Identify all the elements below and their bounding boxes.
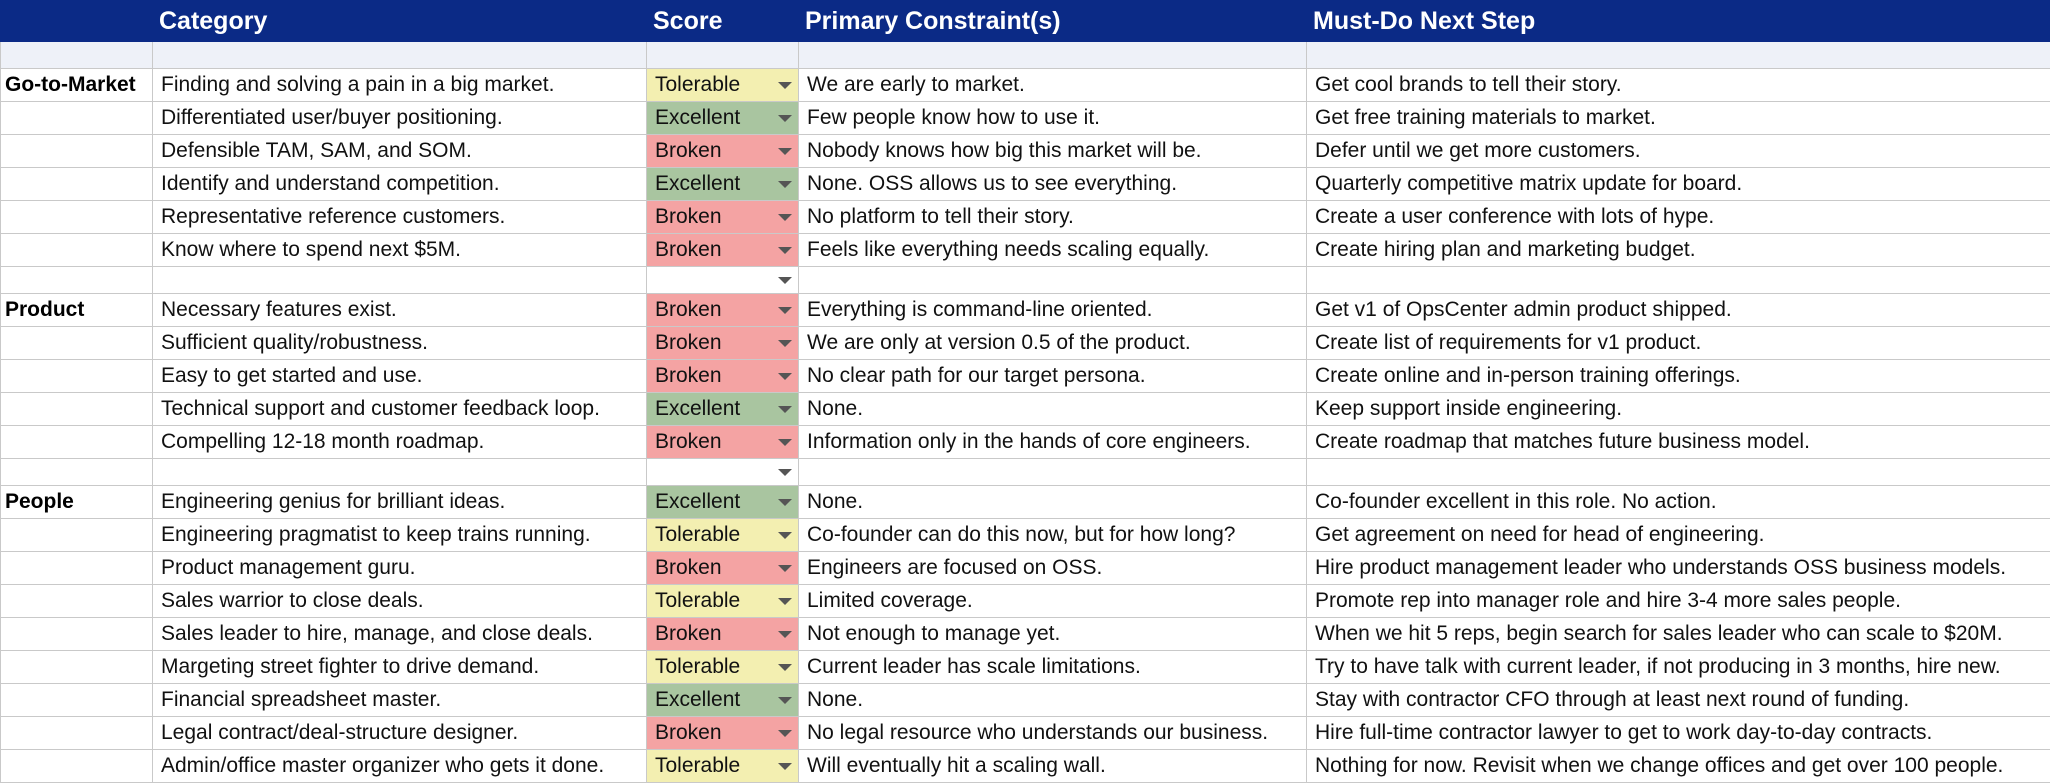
must-do-next-step: Get agreement on need for head of engineering. — [1307, 519, 2050, 552]
score-dropdown[interactable] — [647, 201, 799, 234]
score-dropdown[interactable] — [647, 519, 799, 552]
group-label — [1, 168, 153, 201]
table-row — [1, 360, 2050, 393]
primary-constraint: Everything is command-line oriented. — [799, 294, 1307, 327]
score-dropdown[interactable] — [647, 327, 799, 360]
category-item — [153, 267, 647, 294]
must-do-next-step: Create list of requirements for v1 product. — [1307, 327, 2050, 360]
score-value: Broken — [655, 331, 722, 355]
category-item: Financial spreadsheet master. — [153, 684, 647, 717]
primary-constraint: Engineers are focused on OSS. — [799, 552, 1307, 585]
primary-constraint: None. — [799, 393, 1307, 426]
chevron-down-icon[interactable] — [778, 730, 792, 737]
score-dropdown[interactable] — [647, 750, 799, 783]
primary-constraint: Will eventually hit a scaling wall. — [799, 750, 1307, 783]
primary-constraint: Information only in the hands of core engineers. — [799, 426, 1307, 459]
score-value: Excellent — [655, 397, 740, 421]
must-do-next-step: Create hiring plan and marketing budget. — [1307, 234, 2050, 267]
must-do-next-step: Co-founder excellent in this role. No action. — [1307, 486, 2050, 519]
group-label — [1, 267, 153, 294]
group-label — [1, 750, 153, 783]
score-value: Broken — [655, 139, 722, 163]
group-label — [1, 717, 153, 750]
chevron-down-icon[interactable] — [778, 631, 792, 638]
score-dropdown[interactable] — [647, 393, 799, 426]
score-dropdown[interactable] — [647, 267, 799, 294]
table-row — [1, 426, 2050, 459]
chevron-down-icon[interactable] — [778, 598, 792, 605]
primary-constraint: Co-founder can do this now, but for how long? — [799, 519, 1307, 552]
score-value: Broken — [655, 298, 722, 322]
primary-constraint: No platform to tell their story. — [799, 201, 1307, 234]
score-dropdown[interactable] — [647, 360, 799, 393]
chevron-down-icon[interactable] — [778, 469, 792, 476]
table-row — [1, 750, 2050, 783]
chevron-down-icon[interactable] — [778, 277, 792, 284]
must-do-next-step — [1307, 459, 2050, 486]
primary-constraint: None. OSS allows us to see everything. — [799, 168, 1307, 201]
must-do-next-step: Create roadmap that matches future business model. — [1307, 426, 2050, 459]
score-dropdown[interactable] — [647, 552, 799, 585]
score-dropdown[interactable] — [647, 42, 799, 69]
category-item: Sales leader to hire, manage, and close deals. — [153, 618, 647, 651]
must-do-next-step: Stay with contractor CFO through at least next round of funding. — [1307, 684, 2050, 717]
primary-constraint: Few people know how to use it. — [799, 102, 1307, 135]
table-row — [1, 234, 2050, 267]
score-value: Tolerable — [655, 589, 740, 613]
header-category: Category — [153, 1, 647, 42]
primary-constraint — [799, 459, 1307, 486]
category-item: Product management guru. — [153, 552, 647, 585]
score-value: Tolerable — [655, 73, 740, 97]
score-value: Excellent — [655, 172, 740, 196]
primary-constraint: We are early to market. — [799, 69, 1307, 102]
category-item: Sufficient quality/robustness. — [153, 327, 647, 360]
primary-constraint: Limited coverage. — [799, 585, 1307, 618]
score-value: Tolerable — [655, 523, 740, 547]
group-label — [1, 360, 153, 393]
score-dropdown[interactable] — [647, 294, 799, 327]
group-label: Go-to-Market — [1, 69, 153, 102]
header-group-column — [1, 1, 153, 42]
group-label — [1, 102, 153, 135]
table-row — [1, 684, 2050, 717]
score-dropdown[interactable] — [647, 426, 799, 459]
table-row — [1, 201, 2050, 234]
table-row — [1, 135, 2050, 168]
chevron-down-icon[interactable] — [778, 406, 792, 413]
must-do-next-step: Nothing for now. Revisit when we change offices and get over 100 people. — [1307, 750, 2050, 783]
table-header-row — [1, 1, 2050, 42]
score-value: Tolerable — [655, 655, 740, 679]
primary-constraint: No legal resource who understands our business. — [799, 717, 1307, 750]
must-do-next-step: Create a user conference with lots of hype. — [1307, 201, 2050, 234]
group-label: People — [1, 486, 153, 519]
table-row — [1, 294, 2050, 327]
primary-constraint: Not enough to manage yet. — [799, 618, 1307, 651]
category-item: Differentiated user/buyer positioning. — [153, 102, 647, 135]
table-row — [1, 168, 2050, 201]
chevron-down-icon[interactable] — [778, 565, 792, 572]
score-value: Broken — [655, 721, 722, 745]
must-do-next-step: When we hit 5 reps, begin search for sales leader who can scale to $20M. — [1307, 618, 2050, 651]
must-do-next-step: Get free training materials to market. — [1307, 102, 2050, 135]
chevron-down-icon[interactable] — [778, 115, 792, 122]
must-do-next-step: Promote rep into manager role and hire 3-4 more sales people. — [1307, 585, 2050, 618]
score-dropdown[interactable] — [647, 486, 799, 519]
category-item: Technical support and customer feedback loop. — [153, 393, 647, 426]
primary-constraint: Nobody knows how big this market will be. — [799, 135, 1307, 168]
primary-constraint: No clear path for our target persona. — [799, 360, 1307, 393]
must-do-next-step: Defer until we get more customers. — [1307, 135, 2050, 168]
header-constraint: Primary Constraint(s) — [799, 1, 1307, 42]
category-item: Compelling 12-18 month roadmap. — [153, 426, 647, 459]
score-value: Excellent — [655, 688, 740, 712]
group-label — [1, 135, 153, 168]
header-next-step: Must-Do Next Step — [1307, 1, 2050, 42]
primary-constraint: None. — [799, 486, 1307, 519]
group-label — [1, 393, 153, 426]
must-do-next-step: Try to have talk with current leader, if not producing in 3 months, hire new. — [1307, 651, 2050, 684]
must-do-next-step: Hire product management leader who understands OSS business models. — [1307, 552, 2050, 585]
table-row — [1, 651, 2050, 684]
category-item: Finding and solving a pain in a big market. — [153, 69, 647, 102]
must-do-next-step — [1307, 42, 2050, 69]
category-item: Sales warrior to close deals. — [153, 585, 647, 618]
group-label — [1, 519, 153, 552]
primary-constraint — [799, 42, 1307, 69]
must-do-next-step: Quarterly competitive matrix update for board. — [1307, 168, 2050, 201]
score-value: Broken — [655, 205, 722, 229]
score-dropdown[interactable] — [647, 168, 799, 201]
must-do-next-step: Get cool brands to tell their story. — [1307, 69, 2050, 102]
score-value: Tolerable — [655, 754, 740, 778]
table-row — [1, 519, 2050, 552]
category-item — [153, 459, 647, 486]
category-item: Know where to spend next $5M. — [153, 234, 647, 267]
score-value: Broken — [655, 364, 722, 388]
table-row — [1, 69, 2050, 102]
score-value: Excellent — [655, 106, 740, 130]
score-value: Excellent — [655, 490, 740, 514]
must-do-next-step: Hire full-time contractor lawyer to get to work day-to-day contracts. — [1307, 717, 2050, 750]
table-row — [1, 717, 2050, 750]
group-label — [1, 684, 153, 717]
spacer-row — [1, 267, 2050, 294]
group-label — [1, 234, 153, 267]
group-label — [1, 618, 153, 651]
category-item: Engineering genius for brilliant ideas. — [153, 486, 647, 519]
chevron-down-icon[interactable] — [778, 340, 792, 347]
category-item: Admin/office master organizer who gets it done. — [153, 750, 647, 783]
table-body — [1, 42, 2050, 783]
score-dropdown[interactable] — [647, 717, 799, 750]
category-item: Necessary features exist. — [153, 294, 647, 327]
score-value: Broken — [655, 556, 722, 580]
score-value: Broken — [655, 622, 722, 646]
score-value: Broken — [655, 430, 722, 454]
chevron-down-icon[interactable] — [778, 247, 792, 254]
category-item: Defensible TAM, SAM, and SOM. — [153, 135, 647, 168]
score-dropdown[interactable] — [647, 234, 799, 267]
chevron-down-icon[interactable] — [778, 214, 792, 221]
category-item — [153, 42, 647, 69]
chevron-down-icon[interactable] — [778, 499, 792, 506]
spacer-row — [1, 459, 2050, 486]
primary-constraint: We are only at version 0.5 of the product. — [799, 327, 1307, 360]
score-dropdown[interactable] — [647, 618, 799, 651]
must-do-next-step: Get v1 of OpsCenter admin product shipped. — [1307, 294, 2050, 327]
group-label — [1, 585, 153, 618]
must-do-next-step — [1307, 267, 2050, 294]
category-item: Representative reference customers. — [153, 201, 647, 234]
category-item: Engineering pragmatist to keep trains running. — [153, 519, 647, 552]
chevron-down-icon[interactable] — [778, 82, 792, 89]
chevron-down-icon[interactable] — [778, 664, 792, 671]
group-label — [1, 426, 153, 459]
group-label — [1, 42, 153, 69]
spacer-row — [1, 42, 2050, 69]
table-row — [1, 486, 2050, 519]
chevron-down-icon[interactable] — [778, 181, 792, 188]
category-item: Easy to get started and use. — [153, 360, 647, 393]
table-row — [1, 102, 2050, 135]
score-dropdown[interactable] — [647, 684, 799, 717]
chevron-down-icon[interactable] — [778, 763, 792, 770]
chevron-down-icon[interactable] — [778, 373, 792, 380]
score-dropdown[interactable] — [647, 585, 799, 618]
chevron-down-icon[interactable] — [778, 532, 792, 539]
group-label — [1, 327, 153, 360]
score-dropdown[interactable] — [647, 69, 799, 102]
primary-constraint — [799, 267, 1307, 294]
chevron-down-icon[interactable] — [778, 148, 792, 155]
header-score: Score — [647, 1, 799, 42]
table-row — [1, 618, 2050, 651]
chevron-down-icon[interactable] — [778, 439, 792, 446]
score-dropdown[interactable] — [647, 459, 799, 486]
score-value: Broken — [655, 238, 722, 262]
table-row — [1, 327, 2050, 360]
table-row — [1, 393, 2050, 426]
group-label — [1, 201, 153, 234]
group-label — [1, 651, 153, 684]
group-label: Product — [1, 294, 153, 327]
must-do-next-step: Create online and in-person training offerings. — [1307, 360, 2050, 393]
must-do-next-step: Keep support inside engineering. — [1307, 393, 2050, 426]
table-row — [1, 552, 2050, 585]
score-dropdown[interactable] — [647, 135, 799, 168]
score-dropdown[interactable] — [647, 651, 799, 684]
primary-constraint: Current leader has scale limitations. — [799, 651, 1307, 684]
category-item: Legal contract/deal-structure designer. — [153, 717, 647, 750]
primary-constraint: None. — [799, 684, 1307, 717]
group-label — [1, 459, 153, 486]
score-dropdown[interactable] — [647, 102, 799, 135]
category-item: Margeting street fighter to drive demand. — [153, 651, 647, 684]
group-label — [1, 552, 153, 585]
chevron-down-icon[interactable] — [778, 307, 792, 314]
primary-constraint: Feels like everything needs scaling equally. — [799, 234, 1307, 267]
table-row — [1, 585, 2050, 618]
chevron-down-icon[interactable] — [778, 697, 792, 704]
category-item: Identify and understand competition. — [153, 168, 647, 201]
